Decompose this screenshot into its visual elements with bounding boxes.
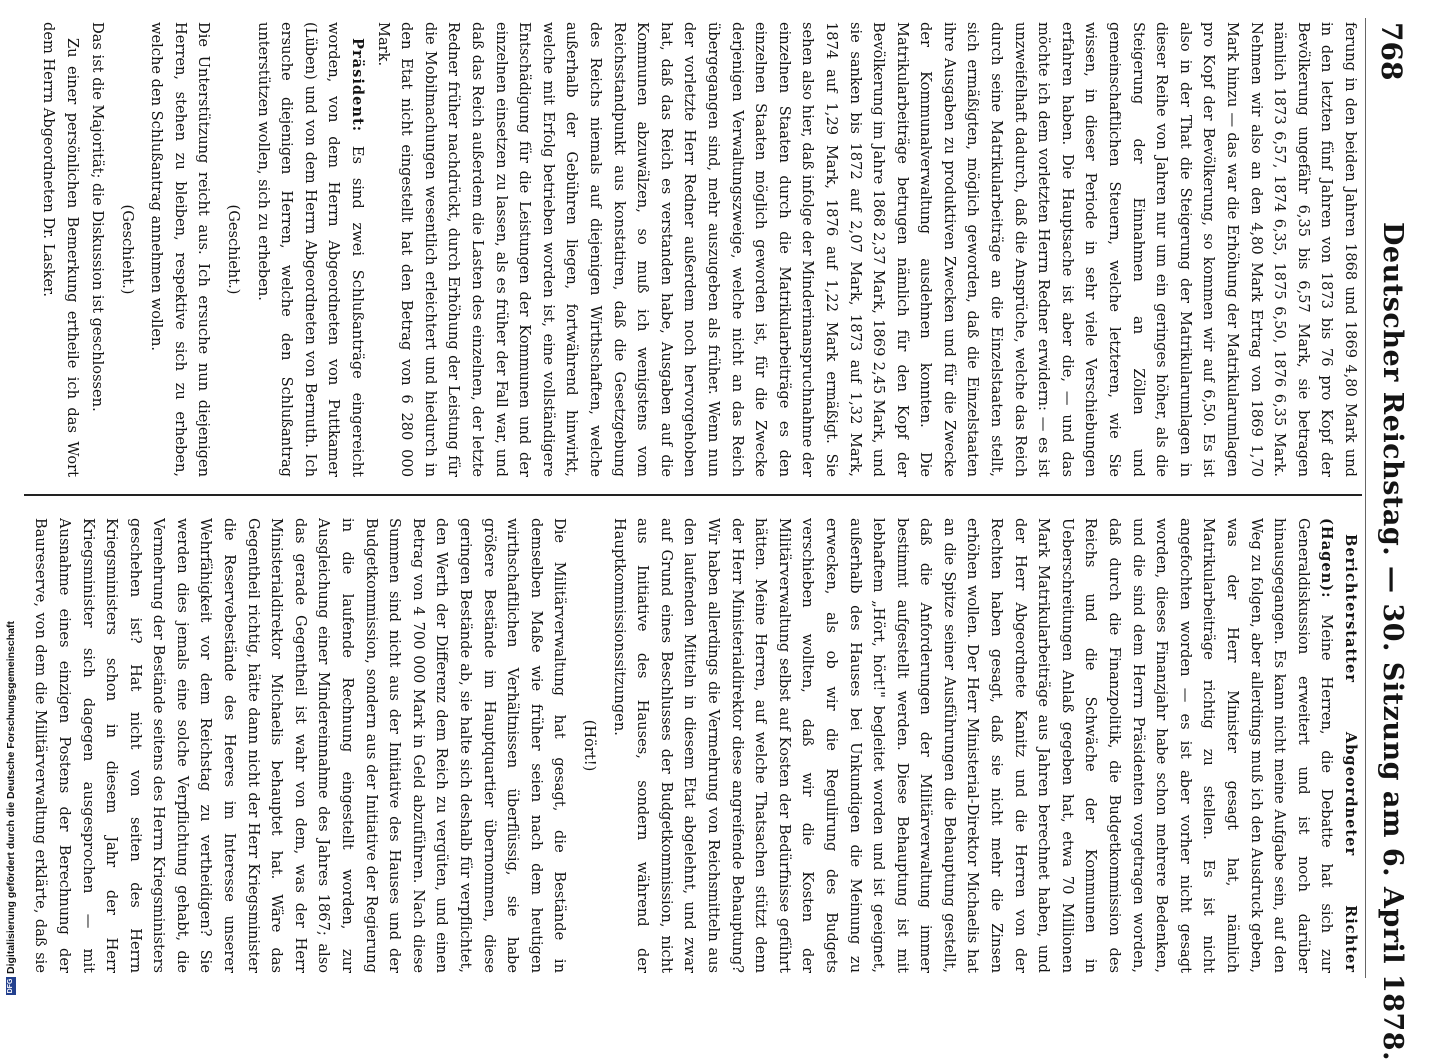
- paragraph: [32, 22, 34, 477]
- right-column: [32, 518, 1362, 973]
- paragraph: ferung in den beiden Jahren 1868 und 1869 4,80 Mark und in den letzten fünf Jahren von 1873 bis 76 pro Kopf der Bevölkerung ungefähr 6,35 bis 6,57 Mark, sie betragen nämlich 1873 6,57, 1874 6,35, 1875 6,50, 1876 6,35 Mark. Nehmen wir also an den 4,80 Mark Ertrag von 1869 1,70 Mark hinzu — das war die Erhöhung der Matrikularumlagen pro Kopf der Bevölkerung, so kommen wir auf 6,50. Es ist also in der That die Steigerung der Matrikularumlagen in dieser Reihe von Jahren nur um ein geringes höher, als die Steigerung der Einnahmen an Zöllen und gemeinschaftlichen Steuern, welche letzteren, wie Sie wissen, in dieser Periode in sehr viele Verschiebungen erfahren haben. Die Hauptsache ist aber die, — und das möchte ich dem vorletzten Herrn Redner erwidern: — es ist unzweifelhaft dadurch, daß die Ansprüche, welche das Reich durch seine Matrikularbeiträge an die Einzelstaaten stellt, sich ermäßigten, möglich geworden, daß die Einzelstaaten ihre Ausgaben zu produktiven Zwecken und für die Zwecke der Kommunalverwaltung ausdehnen konnten. Die Matrikularbeiträge betrugen nämlich für den Kopf der Bevölkerung im Jahre 1868 2,37 Mark, 1869 2,45 Mark, und sie sanken bis 1872 auf 2,07 Mark, 1873 auf 1,32 Mark, 1874 auf 1,29 Mark, 1876 auf 1,22 Mark ermäßigt. Sie sehen also hier, daß infolge der Minderinanspruchnahme der einzelnen Staaten durch die Matrikularbeiträge es den einzelnen Staaten möglich geworden ist, für die Zwecke derjenigen Verwaltungszweige, welche nicht an das Reich übergegangen sind, mehr auszugeben als früher. Wenn nun der vorletzte Herr Redner außerdem noch hervorgehoben hat, daß das Reich es verstanden habe, Ausgaben auf die Kommunen abzuwälzen, so muß ich wenigstens vom Reichsstandpunkt aus konstatiren, daß die Gesetzgebung des Reichs niemals auf diejenigen Wirthschaften, welche außerhalb der Gebühren liegen, fortwährend hinwirkt, welche mit Erfolg betrieben worden ist, eine vollständigere Entschädigung für die Leistungen der Kommunen und der einzelnen einsetzen zu lassen, als es früher der Fall war, und daß das Reich außerdem die Lasten des einzelnen, der letzte Redner früher nachdrückt, durch Erhöhung der Leistung für die Mobilmachungen wesentlich erleichtert und hiedurch in den Etat nicht eingestellt hat den Betrag von 6 280 000 Mark.: [374, 22, 1359, 477]
- speaker-name: Präsident:: [349, 38, 367, 133]
- left-column: [32, 22, 1362, 477]
- page-number: 768: [1375, 22, 1408, 81]
- paragraph: Berichterstatter Abgeordneter Richter (Hagen): Meine Herren, die Debatte hat sich zur Generaldiskussion erweitert und ist noch darüber hinausgegangen. Es kann nicht meine Aufgabe sein, auf den Weg zu folgen, aber allerdings muß ich den Ausdruck geben, was der Herr Minister gesagt hat, nämlich Matrikularbeiträge richtig zu stellen. Es ist nicht angefochten worden — es ist aber vorher nicht gesagt worden, dieses Finanzjahr habe schon mehrere Bedenken, und die sind dem Herrn Präsidenten vorgetragen worden, daß durch die Finanzpolitik, die Budgetkommission des Reichs und die Schwäche der Kommunen in Ueberschreitungen Anlaß gegeben hat, etwa 70 Millionen Mark Matrikularbeiträge aus Jahren berechnet haben, und der Herr Abgeordnete Kanitz und die Herren von der Rechten haben gesagt, daß sie nicht mehr die Zinsen erhöhen wollen. Der Herr Ministerial-Direktor Michaelis hat an die Spitze seiner Ausführungen die Behauptung gestellt, daß die Anforderungen der Militärverwaltung immer bestimmt aufgestellt werden. Diese Behauptung ist mit lebhaftem „Hört, hört!" begleitet worden und ist geeignet, außerhalb des Hauses bei Unkundigen die Meinung zu erwecken, als ob wir die Regulirung des Budgets verschieben wollten, daß wir die Kosten der Militärverwaltung selbst auf Kosten der Bedürfnisse geführt hätten. Meine Herren, auf welche Thatsachen stützt denn der Herr Ministerialdirektor diese angreifende Behauptung? Wir haben allerdings die Vermehrung von Reichsmitteln aus den laufenden Mitteln in diesem Etat abgelehnt, und zwar auf Grund eines Beschlusses der Budgetkommission, nicht aus Initiative des Hauses, sondern während der Hauptkommissionssitzungen.: [610, 518, 1359, 973]
- paragraph: Präsident: Es sind zwei Schlußanträge eingereicht worden, von dem Herrn Abgeordneten von Puttkamer (Lüben) und von dem Herrn Abgeordneten von Bernuth. Ich ersuche diejenigen Herren, welche den Schlußantrag unterstützen wollen, sich zu erheben.: [254, 22, 367, 477]
- digitization-credit-text: Digitalisierung gefördert durch die Deutsche Forschungsgemeinschaft: [5, 621, 17, 974]
- column-divider: [22, 494, 1362, 496]
- page-header: [1366, 22, 1412, 1061]
- stage-direction: (Geschieht.): [118, 204, 136, 295]
- speaker-name: Berichterstatter Abgeordneter Richter (Hagen):: [1318, 518, 1359, 973]
- digitization-credit: [5, 15, 19, 995]
- paragraph: Zu einer persönlichen Bemerkung ertheile ich das Wort dem Herrn Abgeordneten Dr. Lasker.: [39, 22, 81, 477]
- running-title: Deutscher Reichstag. — 30. Sitzung am 6. April 1878.: [1377, 222, 1408, 1061]
- stage-direction: (Hört!): [581, 719, 598, 772]
- stage-direction: (Geschieht.): [225, 204, 243, 295]
- digitization-credit-strip: [0, 0, 24, 1000]
- paragraph: Die Unterstützung reicht aus. Ich ersuche nun diejenigen Herren, stehen zu bleiben, respektive sich zu erheben, welche den Schlußantrag annehmen wollen.: [148, 22, 213, 477]
- header-rule: [1365, 18, 1366, 978]
- dfg-logo-icon: DFG: [7, 978, 15, 994]
- paragraph: Die Militärverwaltung hat gesagt, die Bestände in demselben Maße wie früher seien nach dem heutigen wirthschaftlichen Verhältnissen überflüssig, sie habe größere Bestände im Hauptquartier übernommen, diese geringen Bestände ab, sie halte sich deshalb für verpflichtet, den Werth der Differenz dem Reich zu vergüten, und einen Betrag von 4 700 000 Mark in Geld abzuführen. Nach diese Summen sind nicht aus der Initiative des Hauses und der Budgetkommission, sondern aus der Initiative der Regierung in die laufende Rechnung eingestellt worden, zur Ausgleichung einer Mindereinnahme des Jahres 1867; also das gerade Gegentheil ist wahr von dem, was der Herr Ministerialdirektor Michaelis behauptet hat. Wäre das Gegentheil richtig, hätte dann nicht der Herr Kriegsminister die Reservebestände des Heeres im Interesse unserer Wehrfähigkeit vor dem Reichstag zu vertheidigen? Sie werden dies jemals eine solche Verpflichtung gehabt, die Vermehrung der Bestände seitens des Herrn Kriegsministers geschehen ist? Hat nicht von seiten des Herrn Kriegsministers schon in diesem Jahr der Herr Kriegsminister sich dagegen ausgesprochen — mit Ausnahme eines einzigen Postens der Berechnung der Baureserve, von dem die Militärverwaltung erklärte, daß sie: [32, 518, 569, 973]
- paragraph: Das ist die Majorität; die Diskussion ist geschlossen.: [89, 22, 107, 412]
- rotated-document-page: [22, 0, 1432, 1061]
